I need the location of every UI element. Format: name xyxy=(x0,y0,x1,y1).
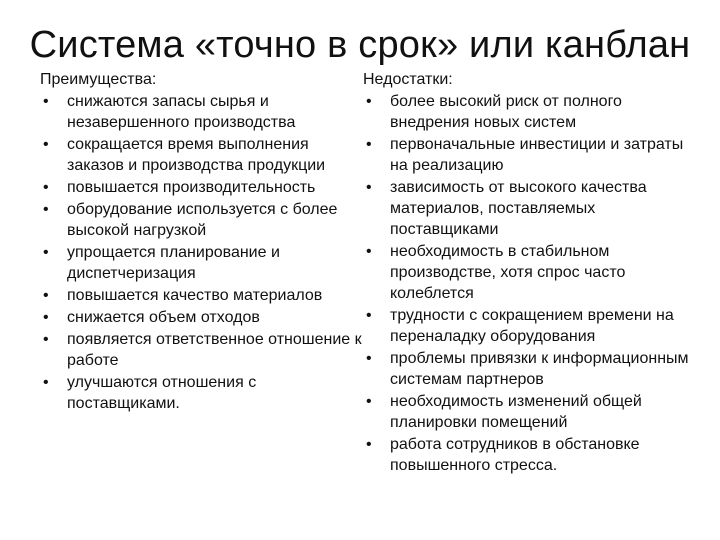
list-item-text: работа сотрудников в обстановке повышенного стресса. xyxy=(390,436,640,474)
list-item xyxy=(363,177,703,240)
bullet: • xyxy=(43,331,49,348)
list-item xyxy=(363,305,703,347)
list-item xyxy=(40,307,364,328)
list-item xyxy=(363,348,703,390)
list-item-text: первоначальные инвестиции и затраты на реализацию xyxy=(390,136,684,174)
advantages-heading: Преимущества: xyxy=(40,71,157,88)
bullet: • xyxy=(366,136,372,153)
advantages-column xyxy=(40,69,364,415)
list-item xyxy=(40,372,364,414)
bullet: • xyxy=(43,309,49,326)
bullet: • xyxy=(366,307,372,324)
disadvantages-heading: Недостатки: xyxy=(363,71,453,88)
list-item-text: улучшаются отношения с поставщиками. xyxy=(67,374,257,412)
bullet: • xyxy=(366,179,372,196)
bullet: • xyxy=(43,179,49,196)
list-item xyxy=(40,199,364,241)
bullet: • xyxy=(366,393,372,410)
list-item-text: трудности с сокращением времени на переналадку оборудования xyxy=(390,307,674,345)
list-item-text: необходимость в стабильном производстве, хотя спрос часто колеблется xyxy=(390,243,626,302)
bullet: • xyxy=(43,93,49,110)
list-item xyxy=(363,391,703,433)
bullet: • xyxy=(366,93,372,110)
list-item-text: зависимость от высокого качества материалов, поставляемых поставщиками xyxy=(390,179,647,238)
list-item-text: упрощается планирование и диспетчеризация xyxy=(67,244,280,282)
disadvantages-column xyxy=(363,69,703,477)
list-item-text: сокращается время выполнения заказов и производства продукции xyxy=(67,136,326,174)
list-item-text: необходимость изменений общей планировки помещений xyxy=(390,393,642,431)
list-item-text: появляется ответственное отношение к работе xyxy=(67,331,362,369)
list-item xyxy=(40,242,364,284)
list-item xyxy=(40,134,364,176)
bullet: • xyxy=(366,243,372,260)
list-item-text: проблемы привязки к информационным системам партнеров xyxy=(390,350,689,388)
list-item xyxy=(40,91,364,133)
disadvantages-list xyxy=(363,91,703,476)
bullet: • xyxy=(43,136,49,153)
list-item-text: более высокий риск от полного внедрения новых систем xyxy=(390,93,622,131)
list-item-text: оборудование используется с более высокой нагрузкой xyxy=(67,201,338,239)
bullet: • xyxy=(43,244,49,261)
list-item xyxy=(40,329,364,371)
bullet: • xyxy=(43,287,49,304)
list-item xyxy=(363,91,703,133)
advantages-list xyxy=(40,91,364,414)
list-item xyxy=(363,134,703,176)
bullet: • xyxy=(43,201,49,218)
slide-title: Система «точно в срок» или канблан xyxy=(29,24,691,66)
list-item-text: повышается производительность xyxy=(67,179,316,196)
bullet: • xyxy=(43,374,49,391)
list-item xyxy=(40,177,364,198)
list-item xyxy=(363,434,703,476)
list-item xyxy=(40,285,364,306)
list-item-text: снижаются запасы сырья и незавершенного производства xyxy=(67,93,296,131)
bullet: • xyxy=(366,436,372,453)
list-item-text: повышается качество материалов xyxy=(67,287,323,304)
bullet: • xyxy=(366,350,372,367)
list-item-text: снижается объем отходов xyxy=(67,309,260,326)
list-item xyxy=(363,241,703,304)
